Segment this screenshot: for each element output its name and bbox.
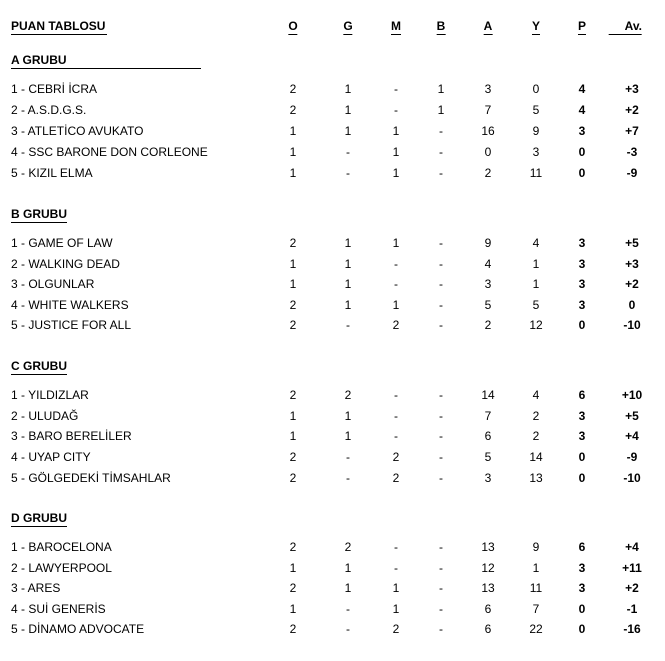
stat-drawn: - [394, 277, 398, 291]
stat-played: 2 [289, 103, 297, 117]
table-row [0, 428, 665, 444]
stat-goals-for: 13 [481, 581, 495, 595]
table-row [0, 387, 665, 403]
stat-played: 1 [289, 166, 297, 180]
stat-goals-for: 6 [484, 429, 492, 444]
stat-goals-for: 3 [484, 277, 492, 291]
stat-goals-for: 7 [484, 103, 492, 117]
stat-points: 0 [578, 318, 586, 332]
stat-drawn: - [394, 408, 398, 423]
page-title: PUAN TABLOSU [11, 19, 106, 33]
stat-goals-against: 9 [532, 540, 540, 554]
stat-won: 1 [344, 236, 352, 250]
table-row [0, 621, 665, 637]
stat-drawn: 1 [392, 581, 400, 595]
stat-lost: - [439, 429, 443, 444]
stat-goals-against: 7 [532, 601, 540, 616]
stat-won: 1 [344, 103, 352, 117]
stat-drawn: 2 [392, 318, 400, 332]
stat-played: 1 [289, 408, 297, 423]
stat-won: 1 [344, 277, 352, 291]
stat-played: 2 [289, 82, 297, 96]
stat-won: 1 [344, 124, 352, 138]
stat-goal-diff: +11 [622, 560, 642, 575]
team-name: 3 - BARO BERELİLER [11, 429, 132, 444]
stat-goal-diff: +2 [625, 581, 639, 595]
table-row [0, 580, 665, 596]
team-name: 1 - GAME OF LAW [11, 236, 113, 250]
table-row [0, 144, 665, 160]
stat-lost: 1 [437, 103, 445, 117]
stat-won: 1 [344, 408, 352, 423]
stat-drawn: - [394, 429, 398, 444]
stat-lost: - [439, 297, 443, 312]
stat-drawn: - [394, 388, 398, 402]
stat-goal-diff: +2 [625, 103, 639, 117]
stat-played: 2 [289, 470, 297, 485]
stat-played: 2 [289, 450, 297, 465]
stat-goals-against: 0 [532, 82, 540, 96]
stat-goal-diff: +4 [625, 540, 639, 554]
table-row [0, 102, 665, 118]
stat-drawn: - [394, 256, 398, 271]
stat-points: 0 [578, 145, 586, 159]
team-name: 3 - ATLETİCO AVUKATO [11, 124, 144, 138]
group-title: A GRUBU [11, 52, 201, 69]
stat-lost: - [439, 388, 443, 402]
stat-lost: - [439, 124, 443, 138]
stat-drawn: 2 [392, 450, 400, 465]
table-row [0, 560, 665, 576]
table-row [0, 317, 665, 333]
stat-points: 3 [578, 236, 586, 250]
stat-goal-diff: +5 [625, 236, 639, 250]
stat-lost: 1 [437, 82, 445, 96]
column-header-points: P [577, 19, 587, 33]
table-row [0, 81, 665, 97]
stat-drawn: - [394, 103, 398, 117]
team-name: 3 - OLGUNLAR [11, 277, 95, 291]
table-row [0, 539, 665, 555]
stat-goal-diff: +10 [621, 388, 643, 402]
stat-goals-for: 5 [484, 450, 492, 465]
stat-goals-for: 12 [481, 560, 495, 575]
stat-goals-against: 3 [532, 145, 540, 159]
stat-goal-diff: -1 [626, 601, 638, 616]
stat-goals-for: 14 [481, 388, 495, 402]
stat-lost: - [439, 450, 443, 465]
stat-lost: - [439, 622, 443, 636]
stat-won: - [346, 145, 350, 159]
stat-goals-for: 6 [484, 601, 492, 616]
stat-drawn: 1 [392, 601, 400, 616]
stat-goal-diff: -10 [623, 318, 641, 332]
stat-lost: - [439, 277, 443, 291]
stat-won: - [346, 601, 350, 616]
table-row [0, 276, 665, 292]
team-name: 4 - WHITE WALKERS [11, 297, 129, 312]
stat-points: 3 [578, 256, 586, 271]
team-name: 5 - DİNAMO ADVOCATE [11, 622, 145, 636]
stat-goal-diff: -3 [626, 145, 638, 159]
stat-played: 1 [289, 429, 297, 444]
stat-lost: - [439, 318, 443, 332]
stat-drawn: 1 [392, 166, 400, 180]
stat-won: 1 [344, 256, 352, 271]
stat-played: 2 [289, 318, 297, 332]
stat-drawn: 2 [392, 622, 400, 636]
team-name: 4 - SUİ GENERİS [11, 601, 106, 616]
stat-goals-for: 6 [484, 622, 492, 636]
stat-played: 1 [289, 601, 297, 616]
stat-goal-diff: +4 [625, 429, 639, 444]
column-header-won: G [343, 19, 353, 33]
stat-played: 1 [289, 277, 297, 291]
stat-lost: - [439, 540, 443, 554]
stat-points: 3 [578, 124, 586, 138]
stat-goal-diff: -9 [626, 166, 638, 180]
stat-lost: - [439, 236, 443, 250]
table-row [0, 408, 665, 424]
stat-played: 1 [289, 145, 297, 159]
stat-drawn: - [394, 82, 398, 96]
stat-lost: - [439, 581, 443, 595]
stat-goals-against: 13 [529, 470, 543, 485]
table-row [0, 449, 665, 465]
stat-points: 3 [578, 297, 586, 312]
team-name: 2 - WALKING DEAD [11, 256, 120, 271]
stat-lost: - [439, 560, 443, 575]
column-header-drawn: M [391, 19, 401, 33]
stat-goals-against: 14 [529, 450, 543, 465]
stat-drawn: - [394, 560, 398, 575]
stat-won: 2 [344, 388, 352, 402]
stat-goal-diff: +5 [625, 408, 639, 423]
stat-played: 2 [289, 622, 297, 636]
stat-goals-against: 5 [532, 297, 540, 312]
stat-goals-for: 16 [481, 124, 495, 138]
stat-goals-against: 11 [529, 166, 543, 180]
stat-lost: - [439, 256, 443, 271]
stat-lost: - [439, 166, 443, 180]
stat-points: 6 [578, 388, 586, 402]
stat-played: 2 [289, 297, 297, 312]
stat-won: 1 [344, 560, 352, 575]
stat-played: 2 [289, 236, 297, 250]
table-row [0, 470, 665, 486]
table-row [0, 601, 665, 617]
stat-played: 2 [289, 388, 297, 402]
stat-goals-for: 9 [484, 236, 492, 250]
stat-lost: - [439, 145, 443, 159]
team-name: 5 - GÖLGEDEKİ TİMSAHLAR [11, 470, 171, 485]
stat-goals-for: 2 [484, 166, 492, 180]
stat-goal-diff: +3 [625, 256, 639, 271]
stat-goals-against: 2 [532, 408, 540, 423]
stat-points: 6 [578, 540, 586, 554]
team-name: 4 - UYAP CITY [11, 450, 91, 465]
stat-goals-for: 7 [484, 408, 492, 423]
table-row [0, 235, 665, 251]
stat-goals-against: 1 [532, 277, 540, 291]
group-title: D GRUBU [11, 511, 67, 525]
stat-points: 3 [578, 408, 586, 423]
team-name: 5 - JUSTICE FOR ALL [11, 318, 132, 332]
group-title: C GRUBU [11, 359, 67, 373]
team-name: 1 - CEBRİ İCRA [11, 82, 98, 96]
team-name: 1 - BAROCELONA [11, 540, 112, 554]
team-name: 4 - SSC BARONE DON CORLEONE [11, 145, 208, 159]
stat-goals-for: 5 [484, 297, 492, 312]
stat-goals-against: 2 [532, 429, 540, 444]
stat-drawn: 1 [392, 236, 400, 250]
stat-points: 0 [578, 470, 586, 485]
group-title: B GRUBU [11, 207, 67, 221]
stat-played: 2 [289, 540, 297, 554]
column-header-goals-against: Y [531, 19, 541, 33]
stat-won: - [346, 450, 350, 465]
stat-points: 3 [578, 581, 586, 595]
team-name: 2 - ULUDAĞ [11, 408, 79, 423]
stat-goal-diff: +2 [625, 277, 639, 291]
stat-points: 0 [578, 601, 586, 616]
stat-played: 1 [289, 256, 297, 271]
stat-goals-against: 4 [532, 388, 540, 402]
stat-goals-against: 12 [529, 318, 543, 332]
stat-lost: - [439, 470, 443, 485]
stat-drawn: 1 [392, 124, 400, 138]
stat-goals-against: 4 [532, 236, 540, 250]
stat-played: 1 [289, 124, 297, 138]
stat-points: 0 [578, 166, 586, 180]
stat-drawn: - [394, 540, 398, 554]
stat-points: 3 [578, 429, 586, 444]
stat-goals-for: 3 [484, 470, 492, 485]
stat-won: - [346, 622, 350, 636]
stat-goal-diff: 0 [628, 297, 636, 312]
stat-points: 3 [578, 560, 586, 575]
stat-played: 2 [289, 581, 297, 595]
table-row [0, 297, 665, 313]
table-header [0, 18, 665, 34]
stat-goals-against: 1 [532, 256, 540, 271]
stat-won: 1 [344, 581, 352, 595]
table-row [0, 123, 665, 139]
column-header-goal-diff: Av. [609, 18, 642, 35]
table-row [0, 256, 665, 272]
stat-lost: - [439, 601, 443, 616]
stat-won: 1 [344, 429, 352, 444]
stat-won: 1 [344, 82, 352, 96]
stat-goals-for: 2 [484, 318, 492, 332]
stat-won: - [346, 166, 350, 180]
stat-goals-against: 9 [532, 124, 540, 138]
stat-drawn: 1 [392, 297, 400, 312]
stat-goals-against: 1 [532, 560, 540, 575]
stat-goal-diff: -16 [623, 622, 641, 636]
team-name: 2 - LAWYERPOOL [11, 560, 112, 575]
stat-won: - [346, 318, 350, 332]
stat-goal-diff: +3 [625, 82, 639, 96]
stat-drawn: 1 [392, 145, 400, 159]
stat-won: - [346, 470, 350, 485]
stat-goals-for: 13 [481, 540, 495, 554]
stat-drawn: 2 [392, 470, 400, 485]
team-name: 5 - KIZIL ELMA [11, 166, 93, 180]
column-header-played: O [288, 19, 298, 33]
stat-points: 4 [578, 103, 586, 117]
stat-won: 1 [344, 297, 352, 312]
team-name: 2 - A.S.D.G.S. [11, 103, 87, 117]
stat-goals-for: 0 [484, 145, 492, 159]
stat-points: 3 [578, 277, 586, 291]
stat-goals-for: 4 [484, 256, 492, 271]
stat-lost: - [439, 408, 443, 423]
stat-goal-diff: +7 [625, 124, 639, 138]
stat-goals-against: 5 [532, 103, 540, 117]
table-row [0, 165, 665, 181]
stat-played: 1 [289, 560, 297, 575]
stat-goal-diff: -10 [623, 470, 641, 485]
stat-goals-against: 22 [529, 622, 543, 636]
stat-goals-against: 11 [529, 581, 543, 595]
column-header-lost: B [436, 19, 446, 33]
stat-points: 0 [578, 450, 586, 465]
stat-points: 4 [578, 82, 586, 96]
team-name: 1 - YILDIZLAR [11, 388, 89, 402]
stat-points: 0 [578, 622, 586, 636]
stat-goals-for: 3 [484, 82, 492, 96]
stat-goal-diff: -9 [626, 450, 638, 465]
stat-won: 2 [344, 540, 352, 554]
team-name: 3 - ARES [11, 581, 61, 595]
column-header-goals-for: A [483, 19, 493, 33]
